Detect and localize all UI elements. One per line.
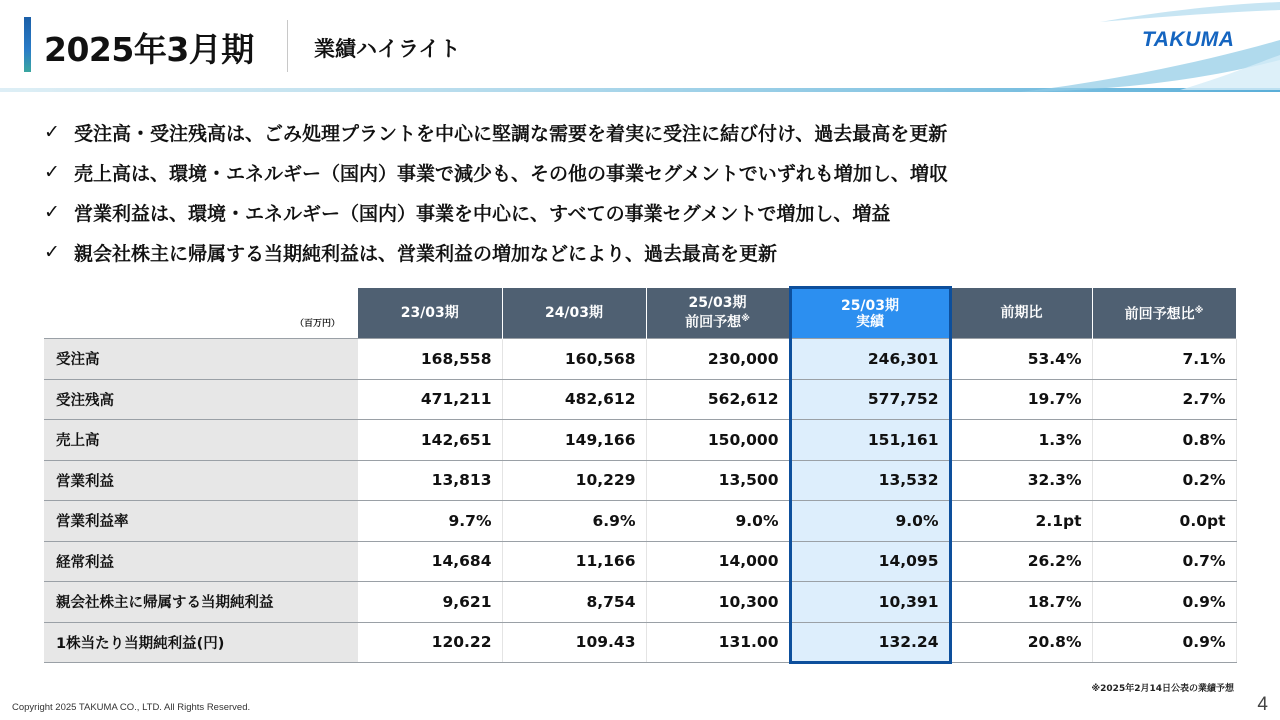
column-header: 前期比	[950, 288, 1092, 339]
column-header: 前回予想比※	[1092, 288, 1236, 339]
table-cell: 18.7%	[950, 582, 1092, 623]
table-cell: 142,651	[358, 420, 502, 461]
table-row	[44, 379, 1236, 420]
highlight-bullets	[44, 112, 1244, 272]
table-cell-highlight: 132.24	[790, 622, 950, 663]
table-cell: 13,813	[358, 460, 502, 501]
table-row	[44, 339, 1236, 380]
row-label: 受注高	[44, 339, 358, 380]
bullet-text: 親会社株主に帰属する当期純利益は、営業利益の増加などにより、過去最高を更新	[74, 242, 778, 265]
row-label: 営業利益率	[44, 501, 358, 542]
column-header: 25/03期 前回予想※	[646, 288, 790, 339]
page-number: 4	[1257, 694, 1268, 715]
bullet-text: 営業利益は、環境・エネルギー（国内）事業を中心に、すべての事業セグメントで増加し、増益	[74, 202, 891, 225]
bullet-item	[44, 152, 1244, 192]
table-cell-highlight: 9.0%	[790, 501, 950, 542]
table-cell: 160,568	[502, 339, 646, 380]
table-cell: 0.0pt	[1092, 501, 1236, 542]
table-cell: 0.8%	[1092, 420, 1236, 461]
table-cell: 14,000	[646, 541, 790, 582]
table-cell: 32.3%	[950, 460, 1092, 501]
table-cell: 10,229	[502, 460, 646, 501]
table-cell: 2.7%	[1092, 379, 1236, 420]
table-cell-highlight: 13,532	[790, 460, 950, 501]
table-cell: 7.1%	[1092, 339, 1236, 380]
table-cell: 9.0%	[646, 501, 790, 542]
bullet-item	[44, 112, 1244, 152]
table-cell: 9.7%	[358, 501, 502, 542]
row-label: 営業利益	[44, 460, 358, 501]
table-cell: 471,211	[358, 379, 502, 420]
page-title: 2025年3月期	[44, 30, 254, 69]
table-cell: 149,166	[502, 420, 646, 461]
table-cell: 2.1pt	[950, 501, 1092, 542]
financial-table	[44, 286, 1237, 664]
table-cell: 9,621	[358, 582, 502, 623]
check-icon: ✓	[44, 161, 60, 183]
takuma-logo: TAKUMA	[1142, 28, 1235, 51]
table-cell: 562,612	[646, 379, 790, 420]
table-cell: 26.2%	[950, 541, 1092, 582]
bullet-item	[44, 192, 1244, 232]
row-label: 1株当たり当期純利益(円)	[44, 622, 358, 663]
row-label: 経常利益	[44, 541, 358, 582]
table-row	[44, 541, 1236, 582]
table-cell: 230,000	[646, 339, 790, 380]
table-cell: 0.9%	[1092, 622, 1236, 663]
unit-label: （百万円）	[44, 288, 358, 339]
table-cell: 0.9%	[1092, 582, 1236, 623]
row-label: 親会社株主に帰属する当期純利益	[44, 582, 358, 623]
column-header: 23/03期	[358, 288, 502, 339]
table-cell: 13,500	[646, 460, 790, 501]
table-cell: 6.9%	[502, 501, 646, 542]
table-cell: 482,612	[502, 379, 646, 420]
table-cell: 8,754	[502, 582, 646, 623]
table-cell-highlight: 151,161	[790, 420, 950, 461]
table-header-row	[44, 288, 1236, 339]
page-subtitle: 業績ハイライト	[314, 37, 461, 61]
check-icon: ✓	[44, 201, 60, 223]
table-cell-highlight: 246,301	[790, 339, 950, 380]
bullet-text: 受注高・受注残高は、ごみ処理プラントを中心に堅調な需要を着実に受注に結び付け、過去最高を更新	[74, 122, 948, 145]
table-row	[44, 420, 1236, 461]
table-cell: 19.7%	[950, 379, 1092, 420]
table-cell: 168,558	[358, 339, 502, 380]
table-row	[44, 582, 1236, 623]
table-cell: 150,000	[646, 420, 790, 461]
table-cell: 131.00	[646, 622, 790, 663]
table-cell: 10,300	[646, 582, 790, 623]
table-row	[44, 622, 1236, 663]
table-cell-highlight: 577,752	[790, 379, 950, 420]
row-label: 受注残高	[44, 379, 358, 420]
forecast-footnote: ※2025年2月14日公表の業績予想	[1091, 684, 1234, 694]
row-label: 売上高	[44, 420, 358, 461]
title-divider	[287, 20, 288, 72]
table-cell: 109.43	[502, 622, 646, 663]
column-header: 24/03期	[502, 288, 646, 339]
table-cell-highlight: 10,391	[790, 582, 950, 623]
table-row	[44, 501, 1236, 542]
copyright-text: Copyright 2025 TAKUMA CO., LTD. All Rights Reserved.	[12, 702, 251, 713]
table-cell: 0.7%	[1092, 541, 1236, 582]
table-cell-highlight: 14,095	[790, 541, 950, 582]
table-cell: 11,166	[502, 541, 646, 582]
bullet-item	[44, 232, 1244, 272]
table-row	[44, 460, 1236, 501]
table-cell: 1.3%	[950, 420, 1092, 461]
slide-header	[0, 0, 1280, 95]
table-cell: 120.22	[358, 622, 502, 663]
table-cell: 53.4%	[950, 339, 1092, 380]
column-header-highlight: 25/03期 実績	[790, 288, 950, 339]
bullet-text: 売上高は、環境・エネルギー（国内）事業で減少も、その他の事業セグメントでいずれも増加し、増収	[74, 162, 948, 185]
title-accent-bar	[24, 17, 31, 72]
table-cell: 20.8%	[950, 622, 1092, 663]
table-cell: 14,684	[358, 541, 502, 582]
check-icon: ✓	[44, 121, 60, 143]
check-icon: ✓	[44, 241, 60, 263]
table-cell: 0.2%	[1092, 460, 1236, 501]
